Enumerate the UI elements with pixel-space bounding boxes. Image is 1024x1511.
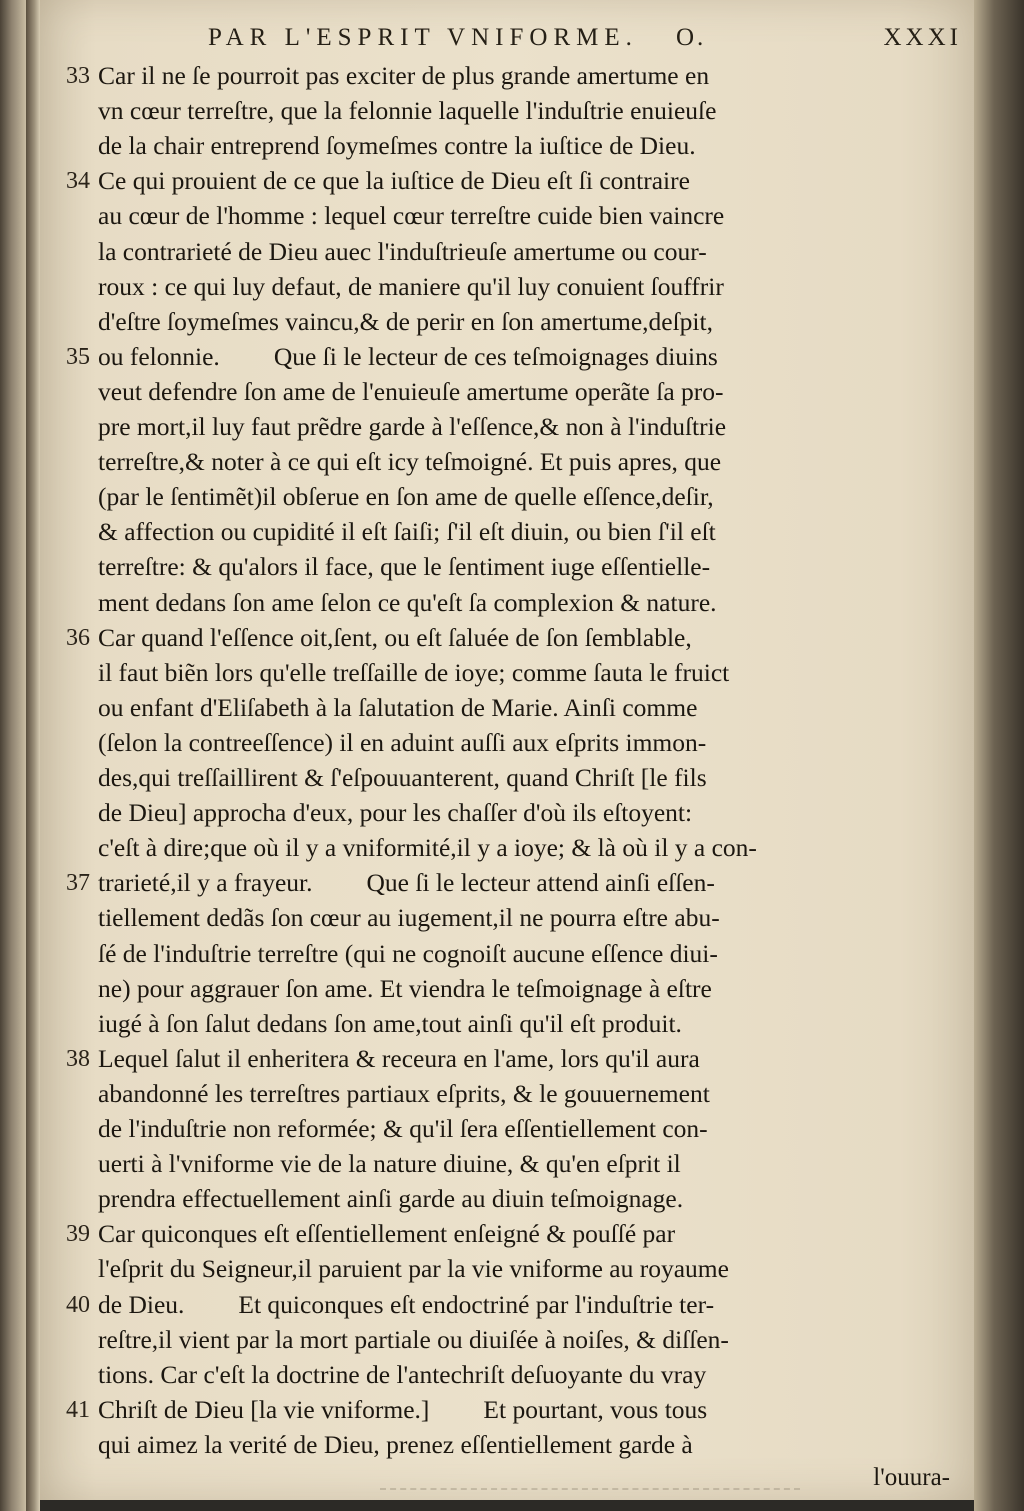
- text-line: [98, 898, 958, 938]
- text-line: [98, 1249, 958, 1289]
- line-text: Car quiconques eſt eſſentiellement enſeigné & pouſſé par: [98, 1219, 676, 1249]
- line-text: d'eſtre ſoymeſmes vaincu,& de perir en ſon amertume,deſpit,: [98, 306, 713, 336]
- line-text: au cœur de l'homme : lequel cœur terreſtre cuide bien vaincre: [98, 201, 725, 231]
- show-through-bleed: [380, 1488, 800, 1500]
- text-line: [98, 372, 958, 412]
- text-line: [66, 1285, 958, 1325]
- text-line: [98, 1355, 958, 1395]
- line-text: Car il ne ſe pourroit pas exciter de plus grande amertume en: [98, 61, 710, 90]
- line-text: ou enfant d'Eliſabeth à la ſalutation de Marie. Ainſi comme: [98, 692, 698, 722]
- text-line: [98, 126, 958, 166]
- line-text: ſé de l'induſtrie terreſtre (qui ne cognoiſt aucune eſſence diui-: [98, 938, 718, 968]
- running-head-title: PAR L'ESPRIT VNIFORME.: [208, 24, 638, 51]
- line-text: de la chair entreprend ſoymeſmes contre la iuſtice de Dieu.: [98, 131, 696, 161]
- verse-number: 40: [66, 1291, 90, 1318]
- verse-number: 38: [66, 1045, 90, 1072]
- text-line: [98, 969, 958, 1009]
- text-line: [98, 512, 958, 552]
- text-line: [98, 1425, 958, 1465]
- line-text: ou felonnie.: [98, 341, 220, 371]
- book-page: [40, 0, 974, 1500]
- text-line: [98, 688, 958, 728]
- line-text: qui aimez la verité de Dieu, prenez eſſentiellement garde à: [98, 1429, 693, 1459]
- verse-number: 36: [66, 624, 90, 651]
- text-line: [98, 828, 958, 868]
- line-text: veut defendre ſon ame de l'enuieuſe amertume operãte ſa pro-: [98, 376, 724, 406]
- line-text: & affection ou cupidité il eſt ſaiſi; ſ'il eſt diuin, ou bien ſ'il eſt: [98, 517, 716, 547]
- line-text: pre mort,il luy faut prẽdre garde à l'eſſence,& non à l'induſtrie: [98, 412, 727, 441]
- line-text: la contrarieté de Dieu auec l'induſtrieuſe amertume ou cour-: [98, 236, 707, 266]
- verse-number: 41: [66, 1396, 90, 1423]
- text-line: [98, 934, 958, 974]
- text-line: [66, 863, 958, 903]
- text-line: [98, 1109, 958, 1149]
- page-fore-edge: [974, 0, 1024, 1511]
- book-gutter: [26, 0, 40, 1511]
- catchword: l'ouura-: [873, 1464, 950, 1491]
- text-line: [98, 442, 958, 482]
- line-text: tions. Car c'eſt la doctrine de l'antechriſt deſuoyante du vray: [98, 1359, 707, 1389]
- text-line: [98, 407, 958, 447]
- line-text: (ſelon la contreeſſence) il en aduint auſſi aux eſprits immon-: [98, 727, 707, 757]
- line-text: c'eſt à dire;que où il y a vniformité,il y a ioye; & là où il y a con-: [98, 833, 757, 863]
- line-text: uerti à l'vniforme vie de la nature diuine, & qu'en eſprit il: [98, 1149, 681, 1179]
- line-text: il faut biẽn lors qu'elle treſſaille de ioye; comme ſauta le fruict: [98, 657, 730, 687]
- line-text: Ce qui prouient de ce que la iuſtice de Dieu eſt ſi contraire: [98, 166, 690, 196]
- signature-mark: O.: [676, 24, 707, 51]
- text-line: [98, 91, 958, 131]
- line-text: ne) pour aggrauer ſon ame. Et viendra le teſmoignage à eſtre: [98, 973, 712, 1003]
- line-text: (par le ſentimẽt)il obſerue en ſon ame de quelle eſſence,deſir,: [98, 482, 714, 512]
- line-text: des,qui treſſaillirent & ſ'eſpouuanterent, quand Chriſt [le fils: [98, 763, 707, 792]
- line-text: l'eſprit du Seigneur,il paruient par la vie vniforme au royaume: [98, 1254, 729, 1284]
- text-line: [98, 723, 958, 763]
- line-text: terreſtre: & qu'alors il face, que le ſentiment iuge eſſentielle-: [98, 552, 711, 582]
- line-text: terreſtre,& noter à ce qui eſt icy teſmoigné. Et puis apres, que: [98, 447, 722, 477]
- verse-number: 33: [66, 63, 90, 89]
- text-line: [98, 1074, 958, 1114]
- line-text: tiellement dedãs ſon cœur au iugement,il ne pourra eſtre abu-: [98, 903, 720, 933]
- text-line: [98, 477, 958, 517]
- line-text: reſtre,il vient par la mort partiale ou diuiſée à noiſes, & diſſen-: [98, 1324, 729, 1354]
- line-text: de l'induſtrie non reformée; & qu'il ſera eſſentiellement con-: [98, 1114, 708, 1143]
- line-text: roux : ce qui luy defaut, de maniere qu'il luy conuient ſouffrir: [98, 271, 724, 301]
- text-line: [98, 232, 958, 272]
- text-line: [98, 583, 958, 623]
- verse-number: 39: [66, 1221, 90, 1248]
- text-line: [66, 161, 958, 201]
- line-text-continuation: Et pourtant, vous tous: [483, 1394, 708, 1424]
- line-text: Car quand l'eſſence oit,ſent, ou eſt ſaluée de ſon ſemblable,: [98, 622, 692, 652]
- line-text: ment dedans ſon ame ſelon ce qu'eſt ſa complexion & nature.: [98, 587, 717, 617]
- text-line: [98, 1179, 958, 1219]
- text-line: [98, 758, 958, 798]
- line-text: iugé à ſon ſalut dedans ſon ame,tout ainſi qu'il eſt produit.: [98, 1008, 682, 1038]
- line-text: de Dieu.: [98, 1289, 185, 1319]
- text-line: [98, 1144, 958, 1184]
- line-text-continuation: Que ſi le lecteur attend ainſi eſſen-: [366, 868, 715, 898]
- text-line: [66, 337, 958, 377]
- text-line: [98, 653, 958, 693]
- text-line: [66, 1214, 958, 1254]
- text-line: [98, 547, 958, 587]
- line-text: abandonné les terreſtres partiaux eſprits, & le gouuernement: [98, 1078, 710, 1108]
- verse-number: 37: [66, 870, 90, 897]
- verse-number: 34: [66, 168, 90, 195]
- facing-page-edge: [0, 0, 26, 1511]
- line-text: vn cœur terreſtre, que la felonnie laquelle l'induſtrie enuieuſe: [98, 96, 717, 126]
- text-line: [98, 196, 958, 236]
- text-line: [98, 302, 958, 342]
- folio-number: XXXI: [883, 24, 962, 51]
- line-text-continuation: Et quiconques eſt endoctriné par l'induſtrie ter-: [238, 1289, 715, 1319]
- text-line: [66, 1039, 958, 1079]
- running-head: [40, 24, 974, 54]
- line-text: prendra effectuellement ainſi garde au diuin teſmoignage.: [98, 1184, 684, 1214]
- text-line: [66, 618, 958, 658]
- line-text: Lequel ſalut il enheritera & receura en l'ame, lors qu'il aura: [98, 1043, 700, 1073]
- text-line: [98, 1320, 958, 1360]
- text-line: [98, 267, 958, 307]
- text-line: [66, 1390, 958, 1430]
- verse-number: 35: [66, 343, 90, 370]
- line-text: Chriſt de Dieu [la vie vniforme.]: [98, 1394, 430, 1424]
- text-line: [98, 793, 958, 833]
- line-text: de Dieu] approcha d'eux, pour les chaſſer d'où ils eſtoyent:: [98, 798, 693, 828]
- line-text: trarieté,il y a frayeur.: [98, 868, 313, 898]
- text-line: [98, 1004, 958, 1044]
- line-text-continuation: Que ſi le lecteur de ces teſmoignages diuins: [273, 341, 718, 371]
- text-line: [66, 56, 958, 96]
